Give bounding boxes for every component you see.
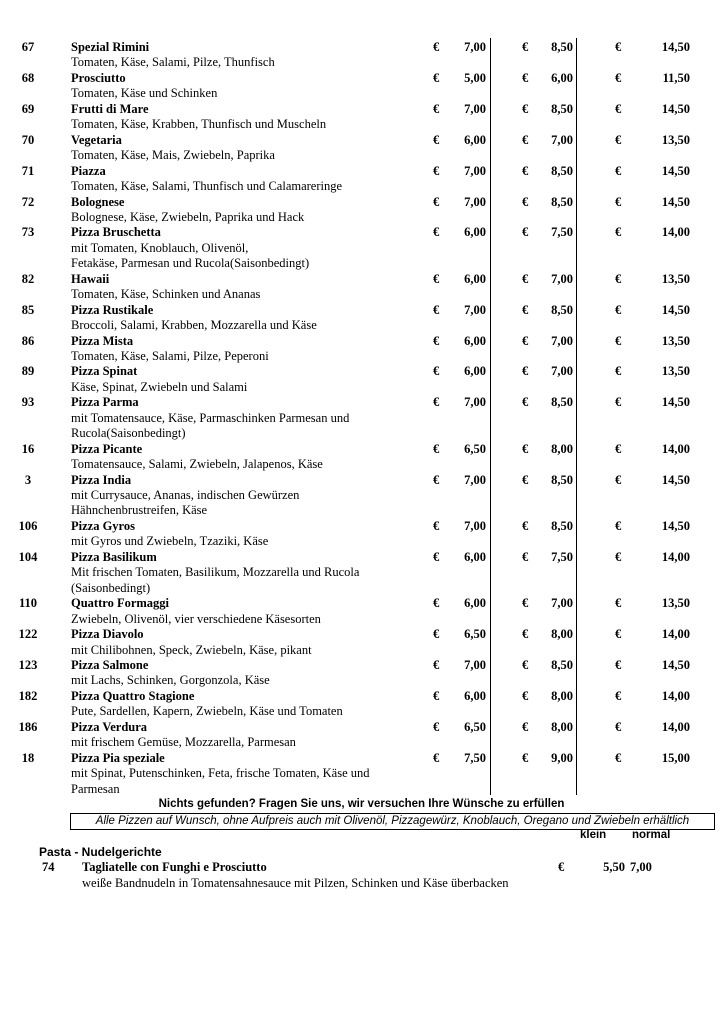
price-small: 7,00 <box>464 518 486 533</box>
item-description: Mit frischen Tomaten, Basilikum, Mozzarella und Rucola <box>71 565 360 580</box>
price-medium: 7,00 <box>551 271 573 286</box>
currency-symbol: € <box>522 194 529 209</box>
menu-item <box>0 751 723 797</box>
currency-symbol: € <box>615 750 622 765</box>
currency-symbol: € <box>615 271 622 286</box>
pasta-item-number: 74 <box>42 860 55 874</box>
column-divider <box>490 38 491 795</box>
column-divider <box>576 38 577 795</box>
price-family: 13,50 <box>661 596 690 611</box>
price-family: 14,00 <box>661 225 690 240</box>
currency-symbol: € <box>615 333 622 348</box>
price-small: 6,50 <box>464 719 486 734</box>
price-small: 7,00 <box>464 395 486 410</box>
item-number: 85 <box>21 302 35 317</box>
currency-symbol: € <box>615 549 622 564</box>
currency-symbol: € <box>522 333 529 348</box>
item-description: (Saisonbedingt) <box>71 580 151 595</box>
item-name: Prosciutto <box>71 70 126 85</box>
currency-symbol: € <box>615 596 622 611</box>
currency-symbol: € <box>615 627 622 642</box>
price-family: 14,50 <box>661 472 690 487</box>
menu-item <box>0 102 723 133</box>
currency-symbol: € <box>433 101 440 116</box>
price-small: 6,50 <box>464 441 486 456</box>
menu-item <box>0 689 723 720</box>
currency-symbol: € <box>433 395 440 410</box>
item-description: Zwiebeln, Olivenöl, vier verschiedene Käsesorten <box>71 611 321 626</box>
item-description: Tomaten, Käse, Schinken und Ananas <box>71 287 261 302</box>
item-number: 93 <box>21 395 35 410</box>
item-number: 82 <box>21 271 35 286</box>
currency-symbol: € <box>433 658 440 672</box>
price-small: 7,50 <box>464 750 486 765</box>
item-name: Vegetaria <box>71 132 122 147</box>
item-number: 69 <box>21 101 35 116</box>
currency-symbol: € <box>522 40 529 54</box>
price-medium: 9,00 <box>551 750 573 765</box>
item-name: Pizza Mista <box>71 333 134 348</box>
item-description: Tomaten, Käse, Salami, Pilze, Peperoni <box>71 348 269 363</box>
item-number: 18 <box>21 750 35 765</box>
price-small: 7,00 <box>464 101 486 116</box>
price-family: 14,00 <box>661 441 690 456</box>
item-number: 123 <box>18 658 38 672</box>
currency-symbol: € <box>615 194 622 209</box>
item-name: Pizza Diavolo <box>71 627 144 642</box>
price-family: 15,00 <box>661 750 690 765</box>
currency-symbol: € <box>615 302 622 317</box>
item-name: Pizza Parma <box>71 395 139 410</box>
item-name: Pizza Picante <box>71 441 143 456</box>
item-description: mit Gyros und Zwiebeln, Tzaziki, Käse <box>71 534 269 549</box>
item-name: Pizza Verdura <box>71 719 148 734</box>
currency-symbol: € <box>522 441 529 456</box>
price-family: 14,00 <box>661 688 690 703</box>
item-name: Piazza <box>71 163 106 178</box>
menu-item <box>0 442 723 473</box>
currency-symbol: € <box>433 163 440 178</box>
request-note: Nichts gefunden? Fragen Sie uns, wir versuchen Ihre Wünsche zu erfüllen <box>158 798 565 810</box>
item-description: Tomaten, Käse, Salami, Thunfisch und Calamareringe <box>71 179 343 194</box>
price-family: 14,50 <box>661 163 690 178</box>
price-family: 14,50 <box>661 101 690 116</box>
currency-symbol: € <box>522 549 529 564</box>
price-small: 7,00 <box>464 472 486 487</box>
size-header-small: klein <box>580 829 607 841</box>
item-number: 3 <box>24 472 32 487</box>
currency-symbol: € <box>433 750 440 765</box>
menu-item <box>0 71 723 102</box>
currency-symbol: € <box>615 132 622 147</box>
price-small: 6,50 <box>464 627 486 642</box>
currency-symbol: € <box>522 627 529 642</box>
item-number: 182 <box>18 688 38 703</box>
currency-symbol: € <box>433 132 440 147</box>
menu-item <box>0 133 723 164</box>
item-description: mit Chilibohnen, Speck, Zwiebeln, Käse, pikant <box>71 642 312 657</box>
price-small: 7,00 <box>464 163 486 178</box>
currency-symbol: € <box>615 101 622 116</box>
price-medium: 7,00 <box>551 333 573 348</box>
price-medium: 8,50 <box>551 163 573 178</box>
price-medium: 8,00 <box>551 688 573 703</box>
item-description: Broccoli, Salami, Krabben, Mozzarella und Käse <box>71 318 317 333</box>
price-family: 14,00 <box>661 627 690 642</box>
item-number: 72 <box>21 194 35 209</box>
currency-symbol: € <box>615 225 622 240</box>
price-family: 14,00 <box>661 719 690 734</box>
item-name: Bolognese <box>71 194 125 209</box>
item-number: 106 <box>18 518 38 533</box>
price-medium: 8,50 <box>551 302 573 317</box>
item-description: Bolognese, Käse, Zwiebeln, Paprika und Hack <box>71 209 305 224</box>
menu-item <box>0 164 723 195</box>
item-description: mit Tomatensauce, Käse, Parmaschinken Parmesan und <box>71 410 350 425</box>
price-small: 7,00 <box>464 302 486 317</box>
item-name: Pizza Rustikale <box>71 302 154 317</box>
currency-symbol: € <box>433 627 440 642</box>
item-name: Pizza India <box>71 472 132 487</box>
currency-symbol: € <box>522 70 529 85</box>
menu-item <box>0 519 723 550</box>
price-small: 6,00 <box>464 271 486 286</box>
currency-symbol: € <box>433 688 440 703</box>
menu-item <box>0 550 723 596</box>
menu-item <box>0 473 723 519</box>
item-name: Pizza Quattro Stagione <box>71 688 195 703</box>
item-description: mit Currysauce, Ananas, indischen Gewürzen <box>71 488 300 503</box>
item-number: 70 <box>21 132 35 147</box>
item-number: 110 <box>18 596 38 611</box>
currency-symbol: € <box>433 40 440 54</box>
price-family: 14,50 <box>661 40 690 54</box>
price-small: 6,00 <box>464 549 486 564</box>
price-medium: 7,00 <box>551 364 573 379</box>
item-number: 89 <box>21 364 35 379</box>
item-description: Fetakäse, Parmesan und Rucola(Saisonbedingt) <box>71 256 310 271</box>
currency-symbol: € <box>522 472 529 487</box>
menu-item <box>0 272 723 303</box>
currency-symbol: € <box>433 70 440 85</box>
price-medium: 8,50 <box>551 395 573 410</box>
price-medium: 8,50 <box>551 40 573 54</box>
item-description: mit frischem Gemüse, Mozzarella, Parmesan <box>71 735 296 750</box>
currency-symbol: € <box>615 658 622 672</box>
currency-symbol: € <box>433 225 440 240</box>
price-medium: 7,50 <box>551 549 573 564</box>
currency-symbol: € <box>615 441 622 456</box>
price-medium: 8,50 <box>551 658 573 672</box>
price-small: 6,00 <box>464 132 486 147</box>
currency-symbol: € <box>615 719 622 734</box>
item-number: 67 <box>21 40 35 54</box>
price-medium: 7,00 <box>551 596 573 611</box>
price-family: 14,50 <box>661 518 690 533</box>
currency-symbol: € <box>522 364 529 379</box>
pasta-currency-symbol: € <box>558 860 565 874</box>
item-number: 71 <box>21 163 35 178</box>
menu-item <box>0 195 723 226</box>
currency-symbol: € <box>433 719 440 734</box>
item-description: mit Spinat, Putenschinken, Feta, frische Tomaten, Käse und <box>71 766 370 781</box>
size-header-normal: normal <box>632 829 671 841</box>
currency-symbol: € <box>522 688 529 703</box>
price-medium: 8,50 <box>551 194 573 209</box>
item-number: 186 <box>18 719 38 734</box>
item-name: Pizza Salmone <box>71 658 149 672</box>
item-number: 86 <box>21 333 35 348</box>
currency-symbol: € <box>615 688 622 703</box>
item-description: Tomaten, Käse, Salami, Pilze, Thunfisch <box>71 55 275 70</box>
item-number: 73 <box>21 225 35 240</box>
item-name: Pizza Spinat <box>71 364 138 379</box>
menu-item <box>0 225 723 271</box>
item-description: Rucola(Saisonbedingt) <box>71 426 186 441</box>
menu-item <box>0 364 723 395</box>
item-description: Tomaten, Käse, Krabben, Thunfisch und Muscheln <box>71 117 327 132</box>
price-small: 6,00 <box>464 225 486 240</box>
price-small: 7,00 <box>464 658 486 672</box>
currency-symbol: € <box>522 518 529 533</box>
currency-symbol: € <box>433 441 440 456</box>
item-description: Parmesan <box>71 781 120 796</box>
menu-item <box>0 596 723 627</box>
currency-symbol: € <box>615 518 622 533</box>
currency-symbol: € <box>615 395 622 410</box>
extras-note-box: Alle Pizzen auf Wunsch, ohne Aufpreis auch mit Olivenöl, Pizzagewürz, Knoblauch, Oregano und Zwiebeln erhältlich <box>70 813 715 830</box>
price-family: 14,50 <box>661 194 690 209</box>
menu-item <box>0 627 723 658</box>
price-medium: 8,00 <box>551 627 573 642</box>
currency-symbol: € <box>615 70 622 85</box>
item-description: Käse, Spinat, Zwiebeln und Salami <box>71 379 248 394</box>
item-description: mit Tomaten, Knoblauch, Olivenöl, <box>71 240 249 255</box>
currency-symbol: € <box>522 658 529 672</box>
price-family: 14,50 <box>661 395 690 410</box>
item-name: Frutti di Mare <box>71 101 149 116</box>
item-number: 68 <box>21 70 35 85</box>
item-name: Pizza Bruschetta <box>71 225 161 240</box>
currency-symbol: € <box>433 472 440 487</box>
currency-symbol: € <box>522 596 529 611</box>
currency-symbol: € <box>522 302 529 317</box>
currency-symbol: € <box>522 395 529 410</box>
currency-symbol: € <box>433 364 440 379</box>
price-family: 14,00 <box>661 549 690 564</box>
pasta-price-normal: 7,00 <box>630 860 652 874</box>
currency-symbol: € <box>433 518 440 533</box>
currency-symbol: € <box>522 719 529 734</box>
currency-symbol: € <box>433 302 440 317</box>
price-family: 14,50 <box>661 302 690 317</box>
currency-symbol: € <box>433 596 440 611</box>
menu-item <box>0 303 723 334</box>
item-name: Pizza Gyros <box>71 518 135 533</box>
item-description: Tomaten, Käse und Schinken <box>71 86 218 101</box>
price-medium: 8,00 <box>551 441 573 456</box>
currency-symbol: € <box>433 271 440 286</box>
price-medium: 8,50 <box>551 518 573 533</box>
item-description: Tomatensauce, Salami, Zwiebeln, Jalapenos, Käse <box>71 457 323 472</box>
price-small: 6,00 <box>464 596 486 611</box>
item-number: 122 <box>18 627 38 642</box>
pasta-item-name: Tagliatelle con Funghi e Prosciutto <box>82 860 267 874</box>
pasta-section-title: Pasta - Nudelgerichte <box>39 845 162 859</box>
item-name: Quattro Formaggi <box>71 596 170 611</box>
price-family: 13,50 <box>661 364 690 379</box>
item-number: 16 <box>21 441 35 456</box>
menu-item <box>0 334 723 365</box>
item-description: mit Lachs, Schinken, Gorgonzola, Käse <box>71 673 270 688</box>
currency-symbol: € <box>522 225 529 240</box>
currency-symbol: € <box>615 40 622 54</box>
pasta-price-small: 5,50 <box>603 860 625 874</box>
currency-symbol: € <box>522 163 529 178</box>
price-medium: 7,50 <box>551 225 573 240</box>
price-small: 5,00 <box>464 70 486 85</box>
pasta-item-description: weiße Bandnudeln in Tomatensahnesauce mit Pilzen, Schinken und Käse überbacken <box>82 876 509 890</box>
item-name: Pizza Pia speziale <box>71 750 165 765</box>
price-family: 13,50 <box>661 333 690 348</box>
price-small: 6,00 <box>464 333 486 348</box>
price-small: 6,00 <box>464 688 486 703</box>
currency-symbol: € <box>615 472 622 487</box>
item-description: Pute, Sardellen, Kapern, Zwiebeln, Käse und Tomaten <box>71 704 343 719</box>
price-medium: 8,50 <box>551 101 573 116</box>
currency-symbol: € <box>433 194 440 209</box>
price-family: 11,50 <box>662 70 690 85</box>
item-description: Hähnchenbrustreifen, Käse <box>71 503 208 518</box>
currency-symbol: € <box>522 271 529 286</box>
currency-symbol: € <box>433 333 440 348</box>
menu-item <box>0 658 723 689</box>
price-small: 6,00 <box>464 364 486 379</box>
price-medium: 8,50 <box>551 472 573 487</box>
menu-item <box>0 40 723 71</box>
menu-item <box>0 720 723 751</box>
item-number: 104 <box>18 549 38 564</box>
item-name: Pizza Basilikum <box>71 549 157 564</box>
item-name: Spezial Rimini <box>71 40 150 54</box>
item-description: Tomaten, Käse, Mais, Zwiebeln, Paprika <box>71 148 275 163</box>
price-medium: 8,00 <box>551 719 573 734</box>
currency-symbol: € <box>433 549 440 564</box>
currency-symbol: € <box>522 101 529 116</box>
menu-item <box>0 395 723 441</box>
price-small: 7,00 <box>464 194 486 209</box>
price-family: 13,50 <box>661 271 690 286</box>
currency-symbol: € <box>522 132 529 147</box>
item-name: Hawaii <box>71 271 110 286</box>
currency-symbol: € <box>522 750 529 765</box>
price-medium: 6,00 <box>551 70 573 85</box>
price-medium: 7,00 <box>551 132 573 147</box>
price-family: 14,50 <box>661 658 690 672</box>
currency-symbol: € <box>615 163 622 178</box>
price-family: 13,50 <box>661 132 690 147</box>
price-small: 7,00 <box>464 40 486 54</box>
currency-symbol: € <box>615 364 622 379</box>
